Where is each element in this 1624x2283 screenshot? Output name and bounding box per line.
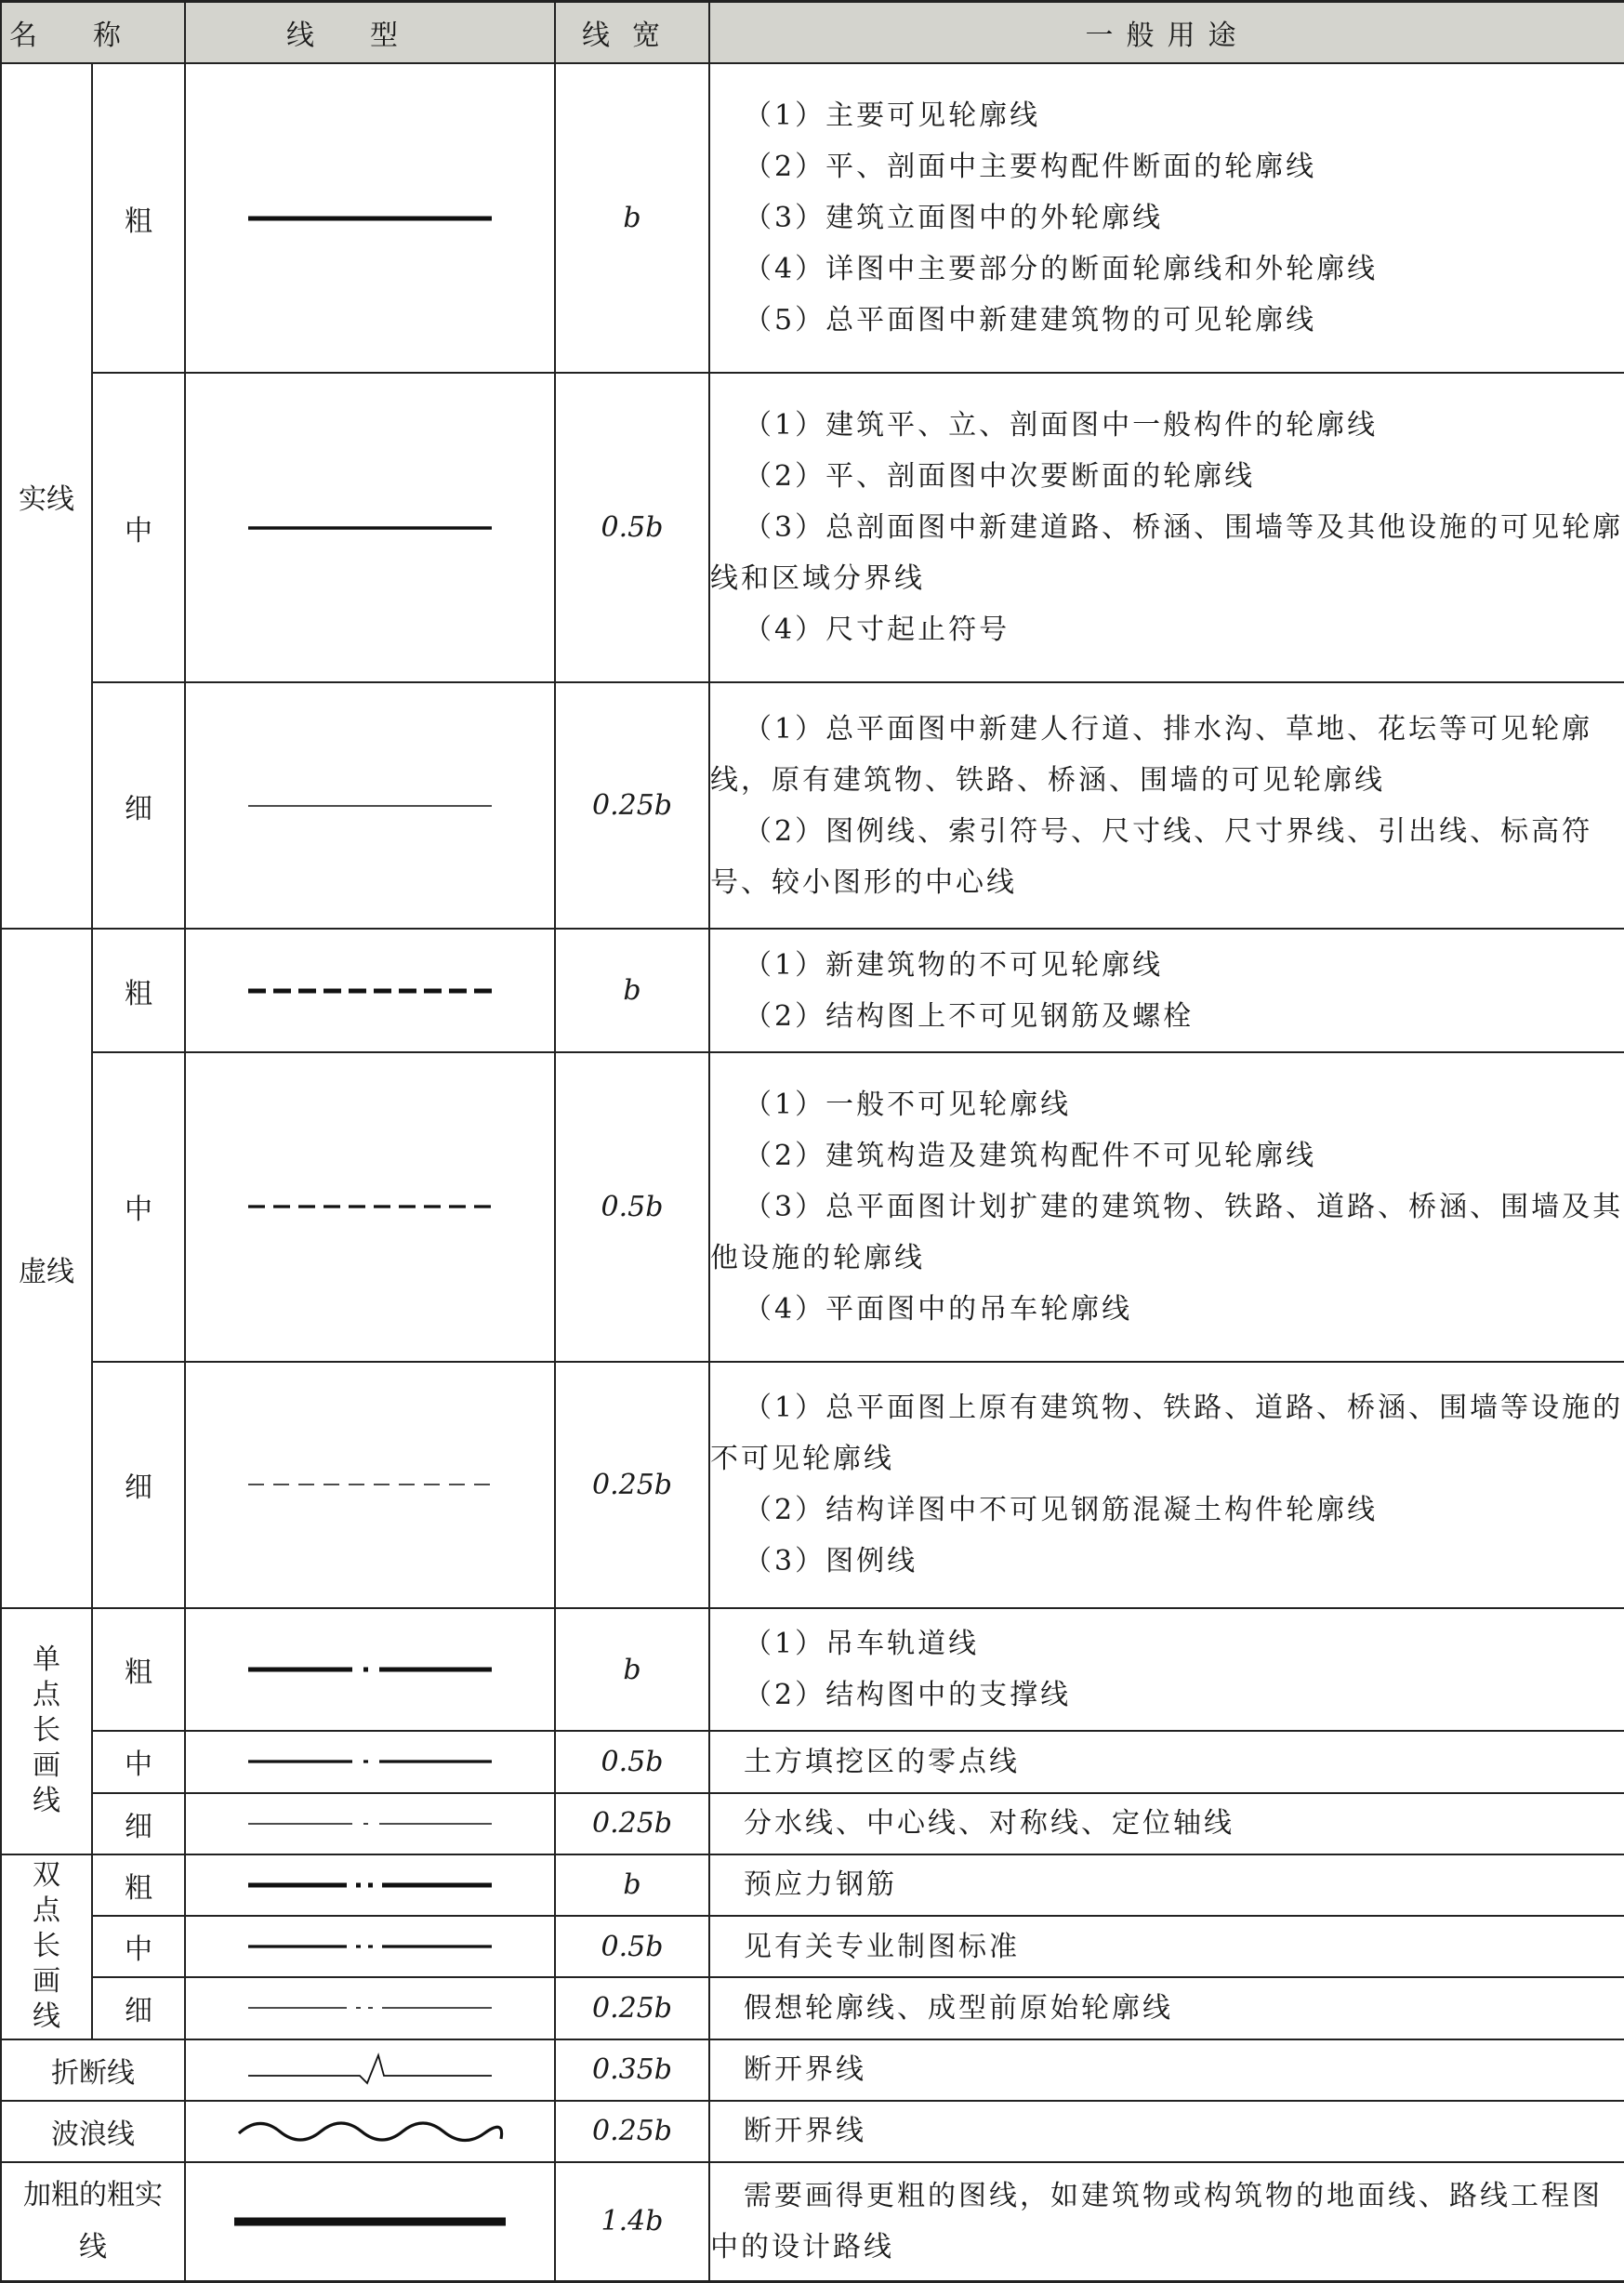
group-label-char: 画: [33, 1965, 60, 1999]
table-row: [1, 373, 1624, 682]
table-row: [1, 1977, 1624, 2039]
table-row: [1, 1362, 1624, 1608]
usage-item: （4）平面图中的吊车轮廓线: [744, 1292, 1133, 1326]
line-width: 0.5b: [555, 1731, 709, 1792]
usage-item: （1）吊车轨道线: [744, 1628, 980, 1661]
table-row: [1, 2162, 1624, 2282]
line-sample: [185, 2101, 555, 2162]
weight-label: 中: [92, 1916, 185, 1977]
usage-cell: [709, 1916, 1624, 1977]
usage-item: （3）总剖面图中新建道路、桥涵、围墙等及其他设施的可见轮廓线和区域分界线: [710, 511, 1624, 596]
usage-item: 需要画得更粗的图线，如建筑物或构筑物的地面线、路线工程图中的设计路线: [710, 2179, 1603, 2263]
line-sample: [185, 1362, 555, 1608]
usage-cell: [709, 1977, 1624, 2039]
table-row: [1, 1793, 1624, 1854]
group-label-char: 单: [33, 1643, 60, 1677]
usage-item: （2）平、剖面图中次要断面的轮廓线: [744, 460, 1256, 494]
line-sample: [185, 1977, 555, 2039]
header-usage: 一般用途: [709, 2, 1624, 64]
group-double-chain: [1, 1854, 92, 2039]
line-width: 0.25b: [555, 1793, 709, 1854]
group-label-char: 画: [33, 1749, 60, 1783]
group-label-char: 长: [33, 1930, 60, 1963]
table-row: [1, 1731, 1624, 1792]
line-sample: [185, 1731, 555, 1792]
group-label-char: 线: [33, 2000, 60, 2034]
table-row: [1, 1608, 1624, 1731]
usage-item: （1）建筑平、立、剖面图中一般构件的轮廓线: [744, 409, 1379, 442]
table-row: [1, 63, 1624, 373]
table-row: [1, 2039, 1624, 2101]
table-row: [1, 1916, 1624, 1977]
usage-item: 分水线、中心线、对称线、定位轴线: [744, 1807, 1235, 1841]
group-double-chain-label: [2, 1858, 91, 2035]
group-label-char: 双: [33, 1859, 60, 1893]
usage-item: （3）图例线: [744, 1545, 918, 1578]
usage-item: （4）尺寸起止符号: [744, 614, 1010, 647]
line-sample: [185, 682, 555, 929]
header-type: 线型: [185, 2, 555, 64]
usage-item: 土方填挖区的零点线: [744, 1745, 1020, 1778]
line-width: 0.25b: [555, 1977, 709, 2039]
usage-cell: [709, 2101, 1624, 2162]
group-label-char: 线: [33, 1785, 60, 1818]
usage-item: （1）总平面图中新建人行道、排水沟、草地、花坛等可见轮廓线，原有建筑物、铁路、桥涵、围墙的可见轮廓线: [710, 712, 1593, 797]
usage-item: 见有关专业制图标准: [744, 1930, 1020, 1963]
line-width: b: [555, 1608, 709, 1731]
usage-cell: [709, 63, 1624, 373]
usage-cell: [709, 1854, 1624, 1916]
weight-label: 中: [92, 1731, 185, 1792]
line-width: 1.4b: [555, 2162, 709, 2282]
usage-cell: [709, 1052, 1624, 1362]
group-single-chain: [1, 1608, 92, 1854]
usage-item: （1）总平面图上原有建筑物、铁路、道路、桥涵、围墙等设施的不可见轮廓线: [710, 1392, 1624, 1476]
group-wave: 波浪线: [1, 2101, 185, 2162]
line-sample: [185, 1052, 555, 1362]
table-row: [1, 929, 1624, 1051]
weight-label: 细: [92, 1793, 185, 1854]
group-break: 折断线: [1, 2039, 185, 2101]
usage-item: （1）一般不可见轮廓线: [744, 1088, 1072, 1121]
usage-cell: [709, 929, 1624, 1051]
line-width: b: [555, 929, 709, 1051]
usage-item: （2）结构详图中不可见钢筋混凝土构件轮廓线: [744, 1494, 1379, 1527]
line-width: 0.25b: [555, 1362, 709, 1608]
weight-label: 中: [92, 1052, 185, 1362]
usage-item: （1）主要可见轮廓线: [744, 99, 1041, 133]
table-row: [1, 682, 1624, 929]
usage-cell: [709, 2039, 1624, 2101]
line-width: b: [555, 1854, 709, 1916]
weight-label: 粗: [92, 63, 185, 373]
weight-label: 粗: [92, 1608, 185, 1731]
weight-label: 粗: [92, 1854, 185, 1916]
usage-item: （4）详图中主要部分的断面轮廓线和外轮廓线: [744, 253, 1379, 286]
usage-cell: [709, 1793, 1624, 1854]
usage-item: （3）总平面图计划扩建的建筑物、铁路、道路、桥涵、围墙及其他设施的轮廓线: [710, 1190, 1624, 1274]
line-width: 0.5b: [555, 373, 709, 682]
line-sample: [185, 373, 555, 682]
group-bold: 加粗的粗实线: [1, 2162, 185, 2282]
line-sample: [185, 63, 555, 373]
line-width: 0.5b: [555, 1916, 709, 1977]
usage-cell: [709, 682, 1624, 929]
table-row: [1, 2101, 1624, 2162]
weight-label: 中: [92, 373, 185, 682]
group-label-char: 点: [33, 1679, 60, 1712]
usage-item: （2）平、剖面中主要构配件断面的轮廓线: [744, 151, 1317, 184]
header-row: [1, 2, 1624, 64]
usage-item: 断开界线: [744, 2115, 866, 2148]
usage-cell: [709, 373, 1624, 682]
table-row: [1, 1854, 1624, 1916]
usage-cell: [709, 2162, 1624, 2282]
header-name: 名称: [1, 2, 185, 64]
line-sample: [185, 2162, 555, 2282]
usage-item: （5）总平面图中新建建筑物的可见轮廓线: [744, 304, 1317, 337]
line-sample: [185, 1608, 555, 1731]
line-sample: [185, 1854, 555, 1916]
group-label-char: 点: [33, 1894, 60, 1928]
header-width: 线宽: [555, 2, 709, 64]
weight-label: 粗: [92, 929, 185, 1051]
usage-item: （3）建筑立面图中的外轮廓线: [744, 202, 1164, 235]
group-single-chain-label: [2, 1643, 91, 1819]
usage-item: （2）结构图中的支撑线: [744, 1679, 1072, 1712]
usage-item: （1）新建筑物的不可见轮廓线: [744, 948, 1164, 982]
group-label-char: 长: [33, 1714, 60, 1748]
table-row: [1, 1052, 1624, 1362]
usage-cell: [709, 1608, 1624, 1731]
line-width: 0.5b: [555, 1052, 709, 1362]
usage-item: （2）结构图上不可见钢筋及螺栓: [744, 999, 1195, 1033]
line-sample: [185, 1916, 555, 1977]
usage-cell: [709, 1362, 1624, 1608]
line-sample: [185, 1793, 555, 1854]
usage-item: 断开界线: [744, 2053, 866, 2087]
line-width: 0.25b: [555, 682, 709, 929]
weight-label: 细: [92, 1362, 185, 1608]
group-dashed: 虚线: [1, 929, 92, 1608]
line-sample: [185, 929, 555, 1051]
weight-label: 细: [92, 1977, 185, 2039]
usage-item: （2）图例线、索引符号、尺寸线、尺寸界线、引出线、标高符号、较小图形的中心线: [710, 814, 1593, 899]
usage-cell: [709, 1731, 1624, 1792]
line-width: b: [555, 63, 709, 373]
usage-item: （2）建筑构造及建筑构配件不可见轮廓线: [744, 1139, 1317, 1172]
line-width: 0.25b: [555, 2101, 709, 2162]
usage-item: 假想轮廓线、成型前原始轮廓线: [744, 1991, 1173, 2025]
line-sample: [185, 2039, 555, 2101]
line-width: 0.35b: [555, 2039, 709, 2101]
usage-item: 预应力钢筋: [744, 1868, 897, 1902]
weight-label: 细: [92, 682, 185, 929]
group-solid: 实线: [1, 63, 92, 929]
